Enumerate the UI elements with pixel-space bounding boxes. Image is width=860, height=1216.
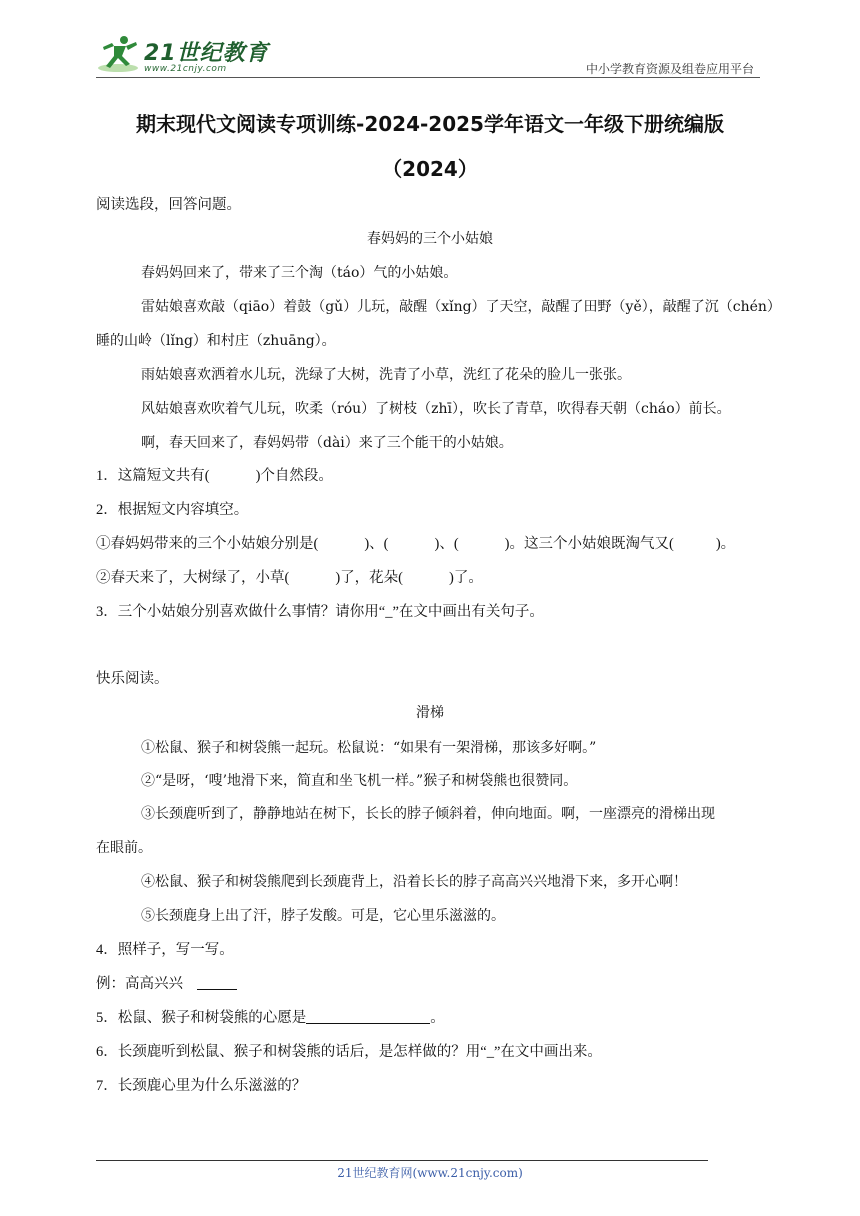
question-1 [96,467,333,485]
passage2-paragraph: ⑤长颈鹿身上出了汗，脖子发酸。可是，它心里乐滋滋的。 [141,908,505,924]
answer-blank[interactable] [306,1009,430,1024]
passage1-paragraph: 风姑娘喜欢吹着气儿玩，吹柔（róu）了树枝（zhī），吹长了青草，吹得春天朝（cháo）前长。 [141,401,731,417]
question-text: 3．三个小姑娘分别喜欢做什么事情？请你用“ [96,604,386,620]
passage2-paragraph: ②“是呀，‘嗖’地滑下来，简直和坐飞机一样。”猴子和树袋熊也很赞同。 [141,773,578,789]
question-text: 。 [430,1010,445,1026]
passage1-paragraph: 啊，春天回来了，春妈妈带（dài）来了三个能干的小姑娘。 [141,435,513,451]
header-divider [96,77,760,78]
question-text: )、( [364,536,389,552]
question-text: )了。 [449,570,483,586]
question-text: )、( [434,536,459,552]
document-title: 期末现代文阅读专项训练-2024-2025学年语文一年级下册统编版 [136,112,724,136]
passage1-paragraph: 雷姑娘喜欢敲（qiāo）着鼓（gǔ）儿玩，敲醒（xǐng）了天空，敲醒了田野（yě），敲醒了沉（chén） [141,299,781,315]
question-5 [96,1009,445,1027]
question-2-2 [96,569,483,587]
passage2-paragraph: ③长颈鹿听到了，静静地站在树下，长长的脖子倾斜着，伸向地面。啊，一座漂亮的滑梯出现 [141,806,715,822]
question-6 [96,1043,602,1061]
section2-intro: 快乐阅读。 [96,671,169,687]
underline-mark: _ [385,604,393,620]
page-footer[interactable]: 21世纪教育网(www.21cnjy.com) [337,1166,523,1180]
passage1-paragraph: 雨姑娘喜欢洒着水儿玩，洗绿了大树，洗青了小草，洗红了花朵的脸儿一张张。 [141,367,631,383]
question-4-example [96,975,237,993]
question-text: ①春妈妈带来的三个小姑娘分别是( [96,536,319,552]
question-text: )。这三个小姑娘既淘气又( [504,536,674,552]
question-text: )了，花朵( [335,570,403,586]
underline-mark: _ [486,1044,494,1060]
question-text: ”在文中画出有关句子。 [392,604,544,620]
question-text: )。 [715,536,736,552]
page-header [96,30,760,78]
platform-name: 中小学教育资源及组卷应用平台 [585,62,754,76]
passage2-paragraph-cont: 在眼前。 [96,840,152,856]
question-2-1 [96,535,735,553]
document-title-year: （2024） [382,157,478,181]
example-text: 例：高高兴兴 [96,976,183,992]
question-text: 5．松鼠、猴子和树袋熊的心愿是 [96,1010,307,1026]
passage1-title: 春妈妈的三个小姑娘 [367,231,493,247]
passage2-title: 滑梯 [416,705,444,721]
question-7: 7．长颈鹿心里为什么乐滋滋的？ [96,1078,307,1094]
footer-divider [96,1160,708,1161]
question-text: 6．长颈鹿听到松鼠、猴子和树袋熊的话后，是怎样做的？用“ [96,1044,487,1060]
question-text: ”在文中画出来。 [493,1044,602,1060]
site-logo[interactable] [96,34,269,78]
passage2-paragraph: ①松鼠、猴子和树袋熊一起玩。松鼠说：“如果有一架滑梯，那该多好啊。” [141,740,597,756]
question-3 [96,603,544,621]
runner-logo-icon [96,34,142,74]
question-text: ②春天来了，大树绿了，小草( [96,570,290,586]
passage2-paragraph: ④松鼠、猴子和树袋熊爬到长颈鹿背上，沿着长长的脖子高高兴兴地滑下来，多开心啊！ [141,874,687,890]
section1-intro: 阅读选段，回答问题。 [96,197,241,213]
answer-blank[interactable] [197,975,237,990]
question-4: 4．照样子，写一写。 [96,942,234,958]
question-text: )个自然段。 [255,468,333,484]
logo-text: 21世纪教育 [144,41,269,66]
passage1-paragraph-cont: 睡的山岭（lǐng）和村庄（zhuāng）。 [96,333,336,349]
logo-url: www.21cnjy.com [144,64,227,74]
question-text: 1．这篇短文共有( [96,468,210,484]
question-2: 2．根据短文内容填空。 [96,502,249,518]
passage1-paragraph: 春妈妈回来了，带来了三个淘（táo）气的小姑娘。 [141,265,458,281]
